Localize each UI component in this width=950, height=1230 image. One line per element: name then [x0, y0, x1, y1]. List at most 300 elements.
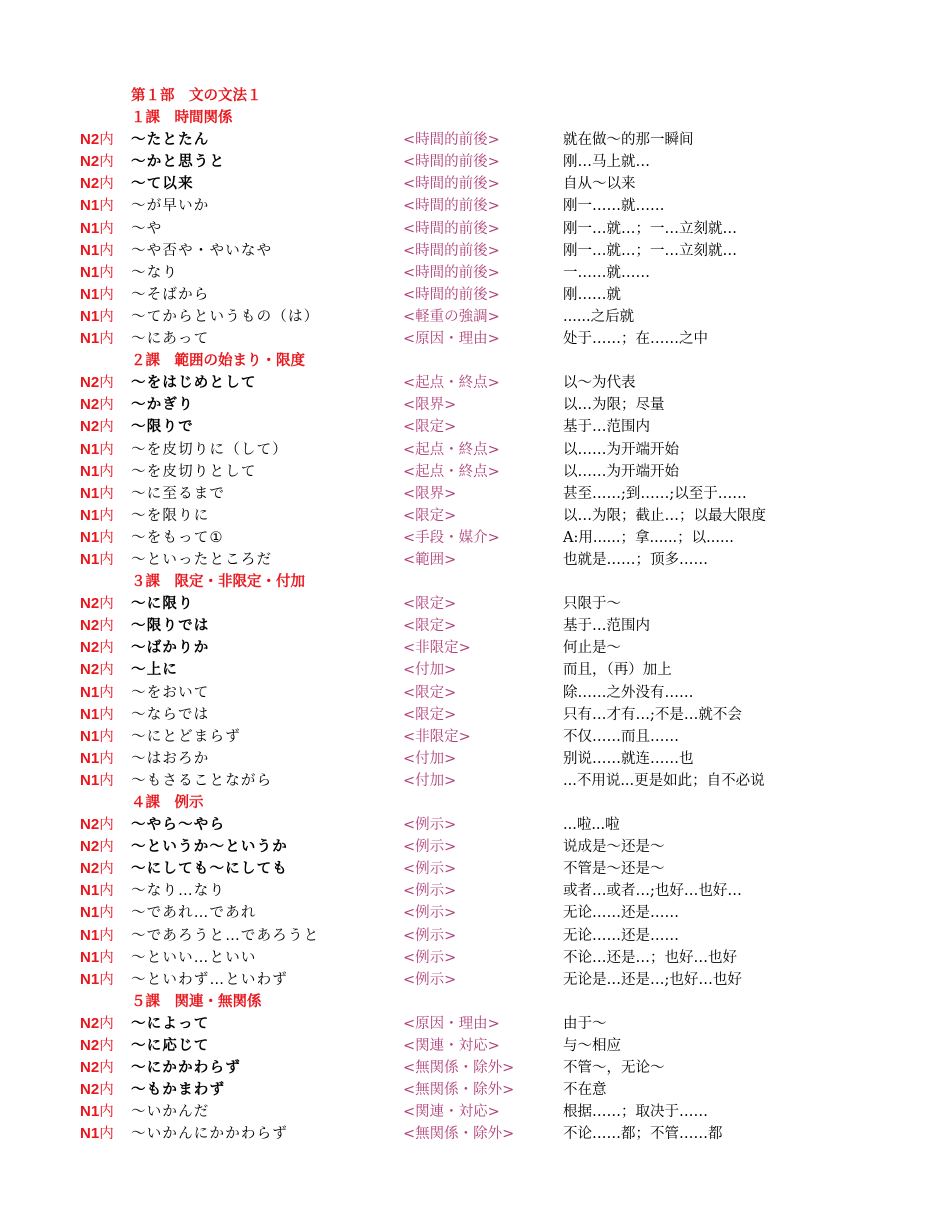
- chinese-meaning: 就在做～的那一瞬间: [563, 132, 694, 149]
- level-tag: [80, 262, 114, 284]
- grammar-pattern: ～もかまわず: [131, 1082, 226, 1099]
- grammar-entry-row: [0, 704, 950, 726]
- grammar-entry-row: [0, 770, 950, 792]
- grammar-pattern: ～上に: [131, 662, 179, 679]
- level-tag: [80, 284, 114, 306]
- chinese-meaning: 或者…或者…;也好…也好…: [563, 883, 742, 900]
- grammar-category: <限界>: [403, 485, 457, 502]
- level-code: N1: [80, 1103, 100, 1121]
- level-suffix: 内: [99, 596, 114, 613]
- grammar-pattern: ～にとどまらず: [131, 728, 241, 745]
- grammar-entry-row: [0, 880, 950, 902]
- level-tag: [80, 682, 114, 704]
- level-suffix: 内: [99, 618, 114, 635]
- chinese-meaning: 刚一…就…；一…立刻就…: [563, 242, 737, 259]
- grammar-category: <例示>: [403, 839, 457, 856]
- chinese-meaning: 基于…范围内: [563, 618, 650, 635]
- level-tag: [80, 726, 114, 748]
- level-code: N2: [80, 595, 100, 613]
- chinese-meaning: 无论是…还是…;也好…也好: [563, 971, 742, 988]
- grammar-entry-row: [0, 1101, 950, 1123]
- grammar-category: <時間的前後>: [403, 264, 500, 281]
- level-tag: [80, 1079, 114, 1101]
- chinese-meaning: 以……为开端开始: [563, 441, 679, 458]
- grammar-category: <原因・理由>: [403, 1015, 500, 1032]
- chinese-meaning: 自从～以来: [563, 176, 636, 193]
- grammar-entry-row: [0, 240, 950, 262]
- grammar-category: <限定>: [403, 684, 457, 701]
- grammar-entry-row: [0, 969, 950, 991]
- grammar-entry-row: [0, 306, 950, 328]
- level-code: N2: [80, 131, 100, 149]
- grammar-pattern: ～いかんだ: [131, 1104, 210, 1121]
- level-code: N1: [80, 330, 100, 348]
- chinese-meaning: ...啦...啦: [563, 817, 620, 834]
- level-suffix: 内: [99, 220, 114, 237]
- level-suffix: 内: [99, 1082, 114, 1099]
- level-tag: [80, 306, 114, 328]
- part-title: 第１部 文の文法１: [131, 88, 262, 104]
- grammar-pattern: ～によって: [131, 1015, 210, 1032]
- grammar-category: <限定>: [403, 507, 457, 524]
- level-tag: [80, 549, 114, 571]
- level-suffix: 内: [99, 1060, 114, 1077]
- level-suffix: 内: [99, 397, 114, 414]
- level-code: N2: [80, 175, 100, 193]
- chinese-meaning: 处于……；在……之中: [563, 331, 708, 348]
- level-suffix: 内: [99, 772, 114, 789]
- level-suffix: 内: [99, 551, 114, 568]
- level-tag: [80, 439, 114, 461]
- level-suffix: 内: [99, 308, 114, 325]
- level-suffix: 内: [99, 1038, 114, 1055]
- level-code: N2: [80, 374, 100, 392]
- grammar-category: <例示>: [403, 883, 457, 900]
- chinese-meaning: ......之后就: [563, 308, 635, 325]
- grammar-category: <限界>: [403, 397, 457, 414]
- level-code: N1: [80, 727, 100, 745]
- grammar-pattern: ～を皮切りとして: [131, 463, 257, 480]
- chinese-meaning: 说成是～还是～: [563, 839, 665, 856]
- lesson-list: [0, 107, 950, 1145]
- level-suffix: 内: [99, 463, 114, 480]
- grammar-entry-row: [0, 1079, 950, 1101]
- level-code: N1: [80, 307, 100, 325]
- grammar-pattern: ～をはじめとして: [131, 375, 257, 392]
- level-suffix: 内: [99, 485, 114, 502]
- level-suffix: 内: [99, 684, 114, 701]
- level-code: N2: [80, 838, 100, 856]
- chinese-meaning: 刚一……就……: [563, 198, 665, 215]
- grammar-pattern: ～を限りに: [131, 507, 210, 524]
- grammar-category: <例示>: [403, 927, 457, 944]
- grammar-entry-row: [0, 902, 950, 924]
- level-suffix: 内: [99, 927, 114, 944]
- grammar-entry-row: [0, 1035, 950, 1057]
- chinese-meaning: A:用......；拿......；以......: [563, 529, 734, 546]
- level-suffix: 内: [99, 507, 114, 524]
- level-tag: [80, 129, 114, 151]
- chinese-meaning: 根据……；取决于……: [563, 1104, 708, 1121]
- chinese-meaning: 不论…还是…；也好…也好: [563, 949, 737, 966]
- level-code: N1: [80, 197, 100, 215]
- level-tag: [80, 1123, 114, 1145]
- level-tag: [80, 1057, 114, 1079]
- level-suffix: 内: [99, 662, 114, 679]
- grammar-category: <起点・終点>: [403, 463, 500, 480]
- grammar-category: <非限定>: [403, 728, 471, 745]
- level-code: N2: [80, 396, 100, 414]
- level-tag: [80, 240, 114, 262]
- chinese-meaning: 以…为限；尽量: [563, 397, 665, 414]
- grammar-category: <範囲>: [403, 551, 457, 568]
- grammar-category: <無関係・除外>: [403, 1126, 515, 1143]
- level-suffix: 内: [99, 154, 114, 171]
- level-suffix: 内: [99, 375, 114, 392]
- level-tag: [80, 461, 114, 483]
- level-code: N1: [80, 263, 100, 281]
- level-code: N2: [80, 153, 100, 171]
- grammar-entry-row: [0, 947, 950, 969]
- level-tag: [80, 880, 114, 902]
- grammar-category: <例示>: [403, 971, 457, 988]
- grammar-document: [0, 85, 950, 1146]
- grammar-category: <関連・対応>: [403, 1038, 500, 1055]
- grammar-pattern: ～であれ…であれ: [131, 905, 257, 922]
- level-code: N1: [80, 771, 100, 789]
- grammar-pattern: ～といったところだ: [131, 551, 273, 568]
- grammar-pattern: ～いかんにかかわらず: [131, 1126, 288, 1143]
- grammar-pattern: ～が早いか: [131, 198, 210, 215]
- level-code: N1: [80, 550, 100, 568]
- grammar-category: <無関係・除外>: [403, 1060, 515, 1077]
- grammar-category: <付加>: [403, 662, 457, 679]
- level-suffix: 内: [99, 861, 114, 878]
- chinese-meaning: 无论……还是……: [563, 927, 679, 944]
- chinese-meaning: 以……为开端开始: [563, 463, 679, 480]
- level-code: N1: [80, 970, 100, 988]
- level-suffix: 内: [99, 441, 114, 458]
- level-suffix: 内: [99, 971, 114, 988]
- level-code: N2: [80, 860, 100, 878]
- level-suffix: 内: [99, 949, 114, 966]
- grammar-category: <限定>: [403, 706, 457, 723]
- grammar-category: <付加>: [403, 772, 457, 789]
- grammar-entry-row: [0, 284, 950, 306]
- grammar-pattern: ～に至るまで: [131, 485, 226, 502]
- grammar-category: <起点・終点>: [403, 441, 500, 458]
- chinese-meaning: 与～相应: [563, 1038, 621, 1055]
- chinese-meaning: 以～为代表: [563, 375, 636, 392]
- level-tag: [80, 527, 114, 549]
- level-code: N2: [80, 1014, 100, 1032]
- grammar-category: <付加>: [403, 750, 457, 767]
- level-code: N1: [80, 219, 100, 237]
- grammar-pattern: ～たとたん: [131, 132, 210, 149]
- grammar-entry-row: [0, 748, 950, 770]
- chinese-meaning: 只有…才有…;不是…就不会: [563, 706, 742, 723]
- grammar-entry-row: [0, 836, 950, 858]
- grammar-category: <時間的前後>: [403, 242, 500, 259]
- grammar-entry-row: [0, 1013, 950, 1035]
- level-code: N2: [80, 1059, 100, 1077]
- level-code: N1: [80, 882, 100, 900]
- grammar-entry-row: [0, 659, 950, 681]
- level-suffix: 内: [99, 198, 114, 215]
- level-code: N1: [80, 241, 100, 259]
- level-suffix: 内: [99, 286, 114, 303]
- grammar-pattern: ～ならでは: [131, 706, 210, 723]
- grammar-entry-row: [0, 129, 950, 151]
- grammar-pattern: ～なり…なり: [131, 883, 226, 900]
- grammar-pattern: ～に限り: [131, 596, 194, 613]
- lesson-title: ２課 範囲の始まり・限度: [131, 353, 305, 370]
- grammar-entry-row: [0, 527, 950, 549]
- level-code: N2: [80, 816, 100, 834]
- chinese-meaning: 也就是……；顶多……: [563, 551, 708, 568]
- grammar-pattern: ～に応じて: [131, 1038, 210, 1055]
- grammar-entry-row: [0, 483, 950, 505]
- grammar-category: <時間的前後>: [403, 286, 500, 303]
- level-tag: [80, 902, 114, 924]
- level-tag: [80, 394, 114, 416]
- chinese-meaning: 而且，（再）加上: [563, 662, 672, 679]
- grammar-entry-row: [0, 195, 950, 217]
- grammar-category: <手段・媒介>: [403, 529, 500, 546]
- grammar-pattern: ～限りで: [131, 419, 194, 436]
- level-suffix: 内: [99, 264, 114, 281]
- grammar-entry-row: [0, 1057, 950, 1079]
- grammar-category: <起点・終点>: [403, 375, 500, 392]
- grammar-pattern: ～て以来: [131, 176, 194, 193]
- grammar-entry-row: [0, 549, 950, 571]
- grammar-entry-row: [0, 1123, 950, 1145]
- grammar-entry-row: [0, 151, 950, 173]
- grammar-category: <時間的前後>: [403, 132, 500, 149]
- grammar-entry-row: [0, 505, 950, 527]
- grammar-pattern: ～であろうと…であろうと: [131, 927, 320, 944]
- grammar-pattern: ～ばかりか: [131, 640, 210, 657]
- level-tag: [80, 218, 114, 240]
- level-suffix: 内: [99, 419, 114, 436]
- lesson-title: ４課 例示: [131, 795, 204, 811]
- grammar-entry-row: [0, 439, 950, 461]
- level-tag: [80, 925, 114, 947]
- grammar-pattern: ～てからというもの（は）: [131, 308, 320, 325]
- chinese-meaning: 不论……都；不管……都: [563, 1126, 723, 1143]
- grammar-pattern: ～をもって①: [131, 529, 224, 546]
- level-code: N2: [80, 1081, 100, 1099]
- level-tag: [80, 151, 114, 173]
- level-suffix: 内: [99, 728, 114, 745]
- level-code: N1: [80, 506, 100, 524]
- grammar-entry-row: [0, 372, 950, 394]
- grammar-pattern: ～や: [131, 220, 163, 237]
- grammar-pattern: ～やら～やら: [131, 817, 226, 834]
- grammar-pattern: ～をおいて: [131, 684, 210, 701]
- level-tag: [80, 416, 114, 438]
- chinese-meaning: 刚…马上就…: [563, 154, 650, 171]
- level-tag: [80, 1101, 114, 1123]
- level-suffix: 内: [99, 640, 114, 657]
- chinese-meaning: 不管～，无论～: [563, 1060, 665, 1077]
- grammar-entry-row: [0, 416, 950, 438]
- chinese-meaning: 一……就……: [563, 264, 650, 281]
- chinese-meaning: 别说……就连……也: [563, 750, 694, 767]
- grammar-entry-row: [0, 173, 950, 195]
- level-suffix: 内: [99, 905, 114, 922]
- level-suffix: 内: [99, 331, 114, 348]
- grammar-category: <関連・対応>: [403, 1104, 500, 1121]
- level-tag: [80, 770, 114, 792]
- level-code: N2: [80, 418, 100, 436]
- level-code: N1: [80, 749, 100, 767]
- grammar-pattern: ～にあって: [131, 331, 210, 348]
- grammar-pattern: ～といい…といい: [131, 949, 257, 966]
- level-tag: [80, 704, 114, 726]
- grammar-entry-row: [0, 637, 950, 659]
- grammar-entry-row: [0, 218, 950, 240]
- grammar-category: <時間的前後>: [403, 198, 500, 215]
- level-tag: [80, 505, 114, 527]
- level-tag: [80, 748, 114, 770]
- level-suffix: 内: [99, 706, 114, 723]
- lesson-title: １課 時間関係: [131, 110, 233, 127]
- level-tag: [80, 593, 114, 615]
- level-suffix: 内: [99, 750, 114, 767]
- level-code: N1: [80, 926, 100, 944]
- grammar-category: <限定>: [403, 596, 457, 613]
- grammar-pattern: ～かぎり: [131, 397, 194, 414]
- level-tag: [80, 195, 114, 217]
- level-suffix: 内: [99, 839, 114, 856]
- level-code: N1: [80, 285, 100, 303]
- chinese-meaning: 以…为限；截止…；以最大限度: [563, 507, 766, 524]
- chinese-meaning: 不管是～还是～: [563, 861, 665, 878]
- grammar-category: <限定>: [403, 618, 457, 635]
- chinese-meaning: 由于～: [563, 1015, 607, 1032]
- grammar-entry-row: [0, 682, 950, 704]
- grammar-pattern: ～や否や・やいなや: [131, 242, 273, 259]
- chinese-meaning: 不仅……而且……: [563, 728, 679, 745]
- level-tag: [80, 328, 114, 350]
- chinese-meaning: 不在意: [563, 1082, 607, 1099]
- lesson-title: ５課 関連・無関係: [131, 993, 262, 1010]
- chinese-meaning: 刚一…就…；一…立刻就…: [563, 220, 737, 237]
- level-code: N1: [80, 904, 100, 922]
- level-code: N1: [80, 528, 100, 546]
- grammar-category: <原因・理由>: [403, 331, 500, 348]
- chinese-meaning: 只限于～: [563, 596, 621, 613]
- level-code: N1: [80, 1125, 100, 1143]
- grammar-category: <非限定>: [403, 640, 471, 657]
- level-tag: [80, 659, 114, 681]
- grammar-category: <時間的前後>: [403, 176, 500, 193]
- level-tag: [80, 969, 114, 991]
- level-tag: [80, 483, 114, 505]
- level-suffix: 内: [99, 1126, 114, 1143]
- grammar-entry-row: [0, 615, 950, 637]
- grammar-entry-row: [0, 394, 950, 416]
- level-tag: [80, 814, 114, 836]
- level-suffix: 内: [99, 1104, 114, 1121]
- grammar-pattern: ～限りでは: [131, 618, 210, 635]
- grammar-pattern: ～そばから: [131, 286, 210, 303]
- level-code: N2: [80, 639, 100, 657]
- grammar-entry-row: [0, 726, 950, 748]
- grammar-pattern: ～もさることながら: [131, 772, 273, 789]
- level-code: N1: [80, 683, 100, 701]
- level-tag: [80, 858, 114, 880]
- level-suffix: 内: [99, 176, 114, 193]
- grammar-entry-row: [0, 328, 950, 350]
- level-code: N2: [80, 1037, 100, 1055]
- chinese-meaning: 甚至……;到……;以至于……: [563, 485, 747, 502]
- level-code: N1: [80, 705, 100, 723]
- level-code: N2: [80, 617, 100, 635]
- grammar-entry-row: [0, 858, 950, 880]
- grammar-entry-row: [0, 814, 950, 836]
- chinese-meaning: 除……之外没有……: [563, 684, 694, 701]
- grammar-pattern: ～にしても～にしても: [131, 861, 288, 878]
- grammar-entry-row: [0, 262, 950, 284]
- grammar-category: <例示>: [403, 861, 457, 878]
- level-code: N1: [80, 462, 100, 480]
- level-code: N1: [80, 948, 100, 966]
- chinese-meaning: 基于…范围内: [563, 419, 650, 436]
- grammar-entry-row: [0, 593, 950, 615]
- grammar-category: <時間的前後>: [403, 220, 500, 237]
- grammar-category: <時間的前後>: [403, 154, 500, 171]
- chinese-meaning: 何止是～: [563, 640, 621, 657]
- grammar-category: <限定>: [403, 419, 457, 436]
- grammar-pattern: ～なり: [131, 264, 179, 281]
- chinese-meaning: 刚……就: [563, 286, 621, 303]
- level-tag: [80, 173, 114, 195]
- chinese-meaning: 无论……还是……: [563, 905, 679, 922]
- level-suffix: 内: [99, 817, 114, 834]
- level-tag: [80, 372, 114, 394]
- level-suffix: 内: [99, 132, 114, 149]
- level-suffix: 内: [99, 242, 114, 259]
- grammar-category: <例示>: [403, 817, 457, 834]
- level-code: N2: [80, 661, 100, 679]
- level-suffix: 内: [99, 529, 114, 546]
- grammar-pattern: ～というか～というか: [131, 839, 288, 856]
- grammar-pattern: ～はおろか: [131, 750, 210, 767]
- grammar-pattern: ～といわず…といわず: [131, 971, 288, 988]
- level-tag: [80, 615, 114, 637]
- grammar-pattern: ～かと思うと: [131, 154, 226, 171]
- level-code: N1: [80, 440, 100, 458]
- level-tag: [80, 637, 114, 659]
- grammar-category: <軽重の強調>: [403, 308, 500, 325]
- lesson-title: ３課 限定・非限定・付加: [131, 574, 305, 591]
- grammar-entry-row: [0, 461, 950, 483]
- grammar-category: <例示>: [403, 949, 457, 966]
- level-tag: [80, 947, 114, 969]
- level-suffix: 内: [99, 1015, 114, 1032]
- grammar-entry-row: [0, 925, 950, 947]
- chinese-meaning: ...不用说...更是如此；自不必说: [563, 772, 765, 789]
- grammar-category: <例示>: [403, 905, 457, 922]
- grammar-pattern: ～を皮切りに（して）: [131, 441, 288, 458]
- grammar-pattern: ～にかかわらず: [131, 1060, 241, 1077]
- grammar-category: <無関係・除外>: [403, 1082, 515, 1099]
- level-tag: [80, 1035, 114, 1057]
- level-suffix: 内: [99, 883, 114, 900]
- level-code: N1: [80, 484, 100, 502]
